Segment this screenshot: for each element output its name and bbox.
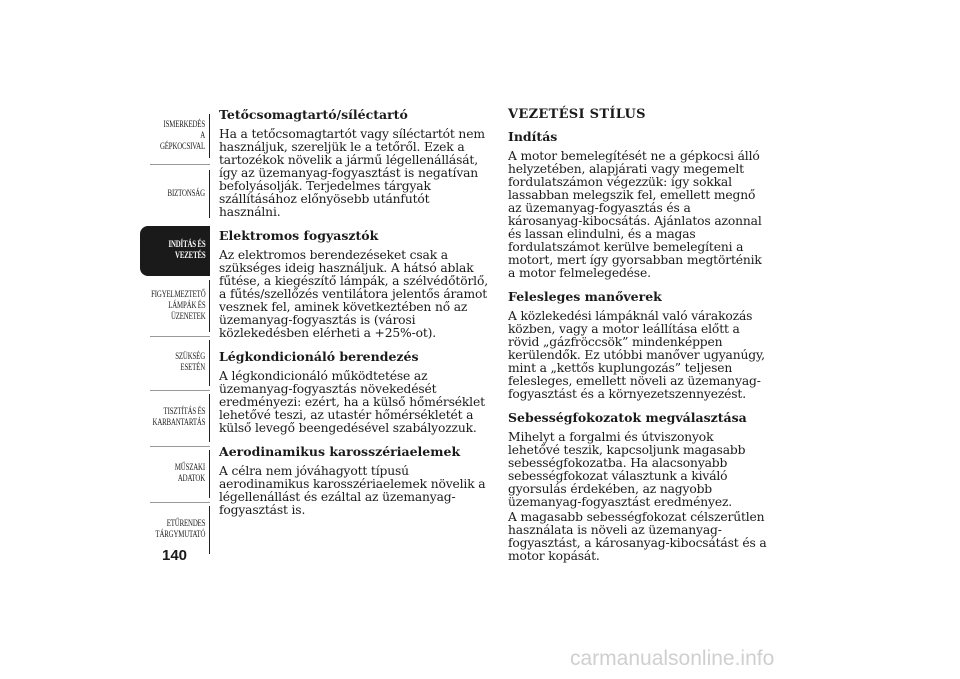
tab-label: SZÜKSÉG ESETÉN (175, 352, 205, 373)
section-text: Az elektromos berendezéseket csak a szükséges ideig használjuk. A hátsó ablak fűtése, a kiegészítő lámpák, a szélvédőtörlő, a fűtés/szellőzés ventilátora jelentős áramot vesznek fel, aminek következtében nő az üzemanyag-fogyasztás is (városi közlekedésben elérheti a +25%-ot). (219, 248, 488, 340)
page-number: 140 (162, 547, 188, 564)
section-text: A célra nem jóváhagyott típusú aerodinamikus karosszériaelemek növelik a légellenállást és ezáltal az üzemanyag-fogyasztást is. (219, 464, 486, 517)
tab-label: BIZTONSÁG (167, 188, 205, 199)
tab-divider (150, 164, 210, 165)
tab-figyelmezteto-lampak[interactable] (140, 280, 210, 332)
tab-divider (150, 390, 210, 391)
tab-divider (150, 446, 210, 447)
section-title: Sebességfokozatok megválasztása (508, 410, 747, 425)
tab-label: TISZTÍTÁS ÉS KARBANTARTÁS (152, 407, 205, 428)
chapter-heading: VEZETÉSI STÍLUS (508, 107, 646, 122)
section-title: Elektromos fogyasztók (219, 228, 379, 243)
tab-label: INDÍTÁS ÉS VEZETÉS (168, 240, 206, 261)
section-title: Tetőcsomagtartó/síléctartó (219, 107, 408, 122)
tab-muszaki-adatok[interactable] (140, 450, 210, 498)
left-column (219, 108, 491, 527)
tab-biztonsag[interactable] (140, 170, 210, 218)
section-title: Aerodinamikus karosszériaelemek (219, 444, 461, 459)
section-title: Indítás (508, 129, 558, 144)
tab-divider (150, 502, 210, 503)
section-title: Felesleges manőverek (508, 289, 662, 304)
tab-label: ISMERKEDÉS A GÉPKOCSIVAL (159, 119, 205, 152)
tab-label: MŰSZAKI ADATOK (174, 463, 205, 484)
right-column (508, 108, 768, 573)
tab-ismerkedes[interactable] (140, 114, 210, 158)
tab-divider (150, 336, 210, 337)
tab-label: ETŰRENDES TÁRGYMUTATÓ (155, 519, 205, 540)
tab-inditas-es-vezetes[interactable] (140, 226, 210, 276)
section-text: A magasabb sebességfokozat célszerűtlen használata is növeli az üzemanyag-fogyasztást, a károsanyag-kibocsátást és a motor kopását. (508, 510, 767, 563)
tab-label: FIGYELMEZTETŐ LÁMPÁK ÉS ÜZENETEK (150, 289, 205, 322)
section-text: A közlekedési lámpáknál való várakozás közben, vagy a motor leállítása előtt a rövid „gázfröccsök” mindenképpen kerülendők. Ez utóbbi manőver ugyanúgy, mint a „kettős kuplungozás” teljesen felesleges, emellett növeli az üzemanyag-fogyasztást és a környezetszennyezést. (508, 309, 765, 401)
section-text: Mihelyt a forgalmi és útviszonyok lehetővé teszik, kapcsoljunk magasabb sebességfokozatba. Ha alacsonyabb sebességfokozat választunk a kiváló gyorsulás érdekében, az nagyobb üzemanyag-fogyasztást eredményez. (508, 430, 746, 509)
watermark: carmanualsonline.info (570, 647, 775, 670)
tab-tisztitas-karbantartas[interactable] (140, 394, 210, 442)
section-title: Légkondicionáló berendezés (219, 349, 419, 364)
section-text: A légkondicionáló működtetése az üzemanyag-fogyasztás növekedését eredményezi: ezért, ha a külső hőmérséklet lehetővé teszi, az utastér hőmérsékletét a külső levegő beengedésével szabályozzuk. (219, 369, 485, 435)
section-text: Ha a tetőcsomagtartót vagy síléctartót nem használjuk, szereljük le a tetőről. Ezek a tartozékok növelik a jármű légellenállását, így az üzemanyag-fogyasztást is negatívan befolyásolják. Terjedelmes tárgyak szállításához előnyösebb utánfutót használni. (219, 127, 485, 219)
section-text: A motor bemelegítését ne a gépkocsi álló helyzetében, alapjárati vagy megemelt fordulatszámon végezzük: így sokkal lassabban melegszik fel, emellett megnő az üzemanyag-fogyasztás és a károsanyag-kibocsátás. Ajánlatos azonnal és lassan elindulni, és a magas fordulatszámot kerülve bemelegíteni a motort, mert így gyorsabban megtörténik a motor felmelegedése. (508, 149, 762, 280)
tab-szukseg-eseten[interactable] (140, 340, 210, 386)
